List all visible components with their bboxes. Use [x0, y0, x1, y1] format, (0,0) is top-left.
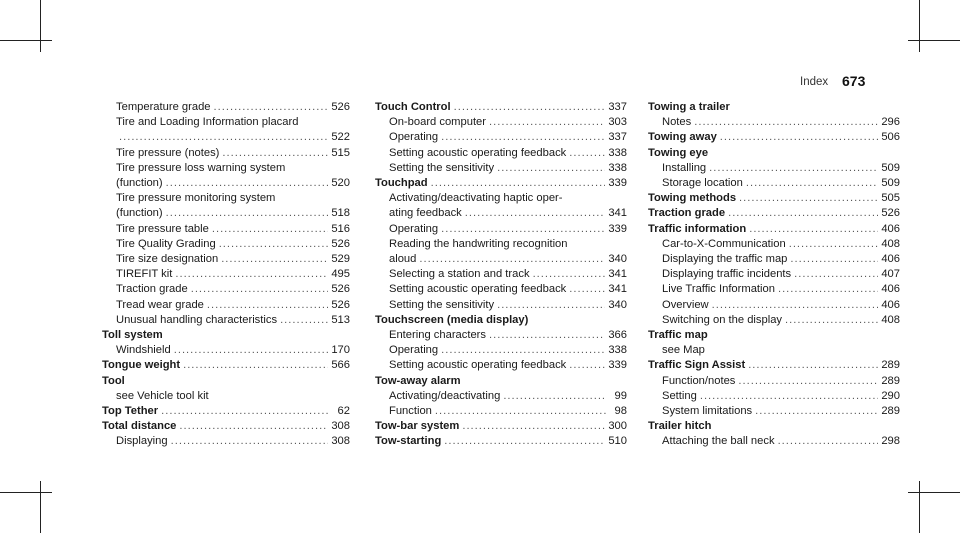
- entry-page-link[interactable]: 99: [614, 389, 627, 402]
- entry-term: Setting the sensitivity: [389, 161, 495, 174]
- leader-dots: [489, 115, 605, 130]
- index-subentry: [648, 389, 900, 404]
- index-subentry: [648, 434, 900, 449]
- index-subentry: [648, 404, 900, 419]
- entry-term: Top Tether: [102, 405, 159, 418]
- crop-mark: [919, 0, 920, 52]
- index-subentry: [102, 237, 350, 252]
- leader-dots: [503, 389, 606, 404]
- index-subentry: see Vehicle tool kit: [116, 389, 209, 402]
- index-subentry: [102, 100, 350, 115]
- index-subentry: [648, 267, 900, 282]
- entry-page-link[interactable]: 303: [608, 116, 627, 129]
- entry-term: Displaying traffic incidents: [662, 268, 792, 281]
- crop-mark: [0, 492, 52, 493]
- index-heading: Towing eye: [648, 146, 709, 159]
- index-subentry: [375, 267, 627, 282]
- leader-dots: [489, 328, 605, 343]
- entry-page-link[interactable]: 98: [614, 405, 627, 418]
- leader-dots: [569, 282, 605, 297]
- entry-term: Setting acoustic operating feedback: [389, 146, 567, 159]
- index-entry: [648, 358, 900, 373]
- entry-page-link[interactable]: 526: [331, 101, 350, 113]
- entry-term: Function: [389, 405, 432, 418]
- index-subentry: Tire pressure monitoring system: [116, 192, 276, 205]
- index-heading: Toll system: [102, 329, 163, 342]
- entry-term: Operating: [389, 222, 439, 235]
- index-heading: Traffic map: [648, 329, 708, 342]
- entry-page-link[interactable]: 340: [608, 298, 627, 311]
- entry-page-link[interactable]: 406: [881, 298, 900, 311]
- entry-page-link[interactable]: 308: [331, 435, 350, 448]
- index-entry: [375, 434, 627, 449]
- entry-page-link[interactable]: 339: [608, 177, 627, 190]
- index-entry: [648, 206, 900, 221]
- leader-dots: [119, 130, 328, 145]
- entry-page-link[interactable]: 513: [331, 313, 350, 326]
- leader-dots: [175, 267, 328, 282]
- index-entry: [375, 419, 627, 434]
- entry-term: Car-to-X-Communication: [662, 237, 786, 250]
- leader-dots: [778, 434, 879, 449]
- entry-term: Tow-bar system: [375, 420, 460, 433]
- index-subentry: Reading the handwriting recognition: [389, 237, 568, 250]
- index-subentry: [375, 206, 627, 221]
- index-entry: [102, 419, 350, 434]
- entry-term: Traction grade: [648, 207, 726, 220]
- leader-dots: [441, 130, 605, 145]
- crop-mark: [908, 40, 960, 41]
- entry-page-link[interactable]: 516: [331, 222, 350, 235]
- index-subentry: [102, 146, 350, 161]
- leader-dots: [219, 237, 329, 252]
- index-entry: [648, 191, 900, 206]
- entry-term: Tread wear grade: [116, 298, 204, 311]
- leader-dots: [569, 146, 605, 161]
- leader-dots: [166, 176, 329, 191]
- entry-page-link[interactable]: 406: [881, 283, 900, 296]
- leader-dots: [221, 252, 328, 267]
- index-subentry: [375, 343, 627, 358]
- leader-dots: [212, 222, 328, 237]
- entry-page-link[interactable]: 340: [608, 253, 627, 266]
- entry-page-link[interactable]: 407: [881, 268, 900, 281]
- index-subentry: [375, 252, 627, 267]
- entry-page-link[interactable]: 341: [608, 268, 627, 281]
- index-subentry: [102, 267, 350, 282]
- entry-page-link[interactable]: 406: [881, 222, 900, 235]
- entry-term: Total distance: [102, 420, 177, 433]
- index-subentry: [375, 298, 627, 313]
- leader-dots: [179, 419, 328, 434]
- leader-dots: [280, 313, 328, 328]
- entry-page-link[interactable]: 290: [881, 389, 900, 402]
- entry-page-link[interactable]: 308: [331, 420, 350, 433]
- entry-term: Operating: [389, 131, 439, 144]
- leader-dots: [497, 298, 605, 313]
- crop-mark: [908, 492, 960, 493]
- index-entry: [648, 130, 900, 145]
- entry-term: Live Traffic Information: [662, 283, 775, 296]
- entry-page-link[interactable]: 289: [881, 405, 900, 418]
- crop-mark: [40, 0, 41, 52]
- leader-dots: [441, 343, 605, 358]
- entry-term: Setting the sensitivity: [389, 298, 495, 311]
- entry-page-link[interactable]: 339: [608, 222, 627, 235]
- entry-term: Setting acoustic operating feedback: [389, 359, 567, 372]
- entry-term: Tire size designation: [116, 253, 219, 266]
- entry-page-link[interactable]: 339: [608, 359, 627, 372]
- index-entry: [375, 100, 627, 115]
- entry-page-link[interactable]: 526: [881, 207, 900, 220]
- index-heading: Touchscreen (media display): [375, 313, 529, 326]
- entry-term: Displaying the traffic map: [662, 253, 788, 266]
- leader-dots: [720, 130, 879, 145]
- leader-dots: [161, 404, 329, 419]
- index-subentry: [648, 252, 900, 267]
- entry-page-link[interactable]: 509: [881, 161, 900, 174]
- page-number: 673: [842, 73, 866, 89]
- entry-page-link[interactable]: 337: [608, 101, 627, 113]
- index-subentry: [375, 115, 627, 130]
- entry-term: Traffic information: [648, 222, 747, 235]
- entry-term: (function): [116, 207, 163, 220]
- entry-page-link[interactable]: 300: [608, 420, 627, 433]
- entry-term: Towing away: [648, 131, 717, 144]
- leader-dots: [755, 404, 878, 419]
- leader-dots: [789, 237, 879, 252]
- leader-dots: [431, 176, 606, 191]
- index-subentry: [102, 298, 350, 313]
- entry-page-link[interactable]: 515: [331, 146, 350, 159]
- leader-dots: [709, 161, 878, 176]
- leader-dots: [746, 176, 878, 191]
- entry-page-link[interactable]: 298: [881, 435, 900, 448]
- entry-page-link[interactable]: 338: [608, 161, 627, 174]
- leader-dots: [728, 206, 878, 221]
- entry-page-link[interactable]: 518: [331, 207, 350, 220]
- entry-page-link[interactable]: 408: [881, 237, 900, 250]
- entry-term: Tow-starting: [375, 435, 442, 448]
- leader-dots: [166, 206, 329, 221]
- index-subentry: [375, 222, 627, 237]
- index-entry: [648, 222, 900, 237]
- entry-page-link[interactable]: 566: [331, 359, 350, 372]
- leader-dots: [694, 115, 878, 130]
- index-subentry: [375, 282, 627, 297]
- entry-term: Tongue weight: [102, 359, 181, 372]
- index-subentry: [648, 176, 900, 191]
- entry-page-link[interactable]: 338: [608, 146, 627, 159]
- index-subentry: [102, 130, 350, 145]
- entry-page-link[interactable]: 526: [331, 298, 350, 311]
- entry-page-link[interactable]: 170: [331, 344, 350, 357]
- entry-term: ating feedback: [389, 207, 462, 220]
- index-heading: Tow-away alarm: [375, 374, 461, 387]
- index-subentry: [102, 222, 350, 237]
- entry-term: Setting acoustic operating feedback: [389, 283, 567, 296]
- index-subentry: [648, 313, 900, 328]
- entry-term: System limitations: [662, 405, 753, 418]
- index-subentry: [102, 176, 350, 191]
- entry-term: Tire pressure (notes): [116, 146, 220, 159]
- index-subentry: [375, 404, 627, 419]
- index-heading: Trailer hitch: [648, 420, 712, 433]
- leader-dots: [712, 298, 879, 313]
- entry-term: Notes: [662, 116, 692, 129]
- entry-page-link[interactable]: 296: [881, 116, 900, 129]
- entry-term: Tire pressure table: [116, 222, 209, 235]
- entry-term: TIREFIT kit: [116, 268, 173, 281]
- leader-dots: [462, 419, 605, 434]
- entry-term: Touchpad: [375, 177, 428, 190]
- index-column-1: [102, 100, 350, 450]
- leader-dots: [497, 161, 605, 176]
- leader-dots: [419, 252, 605, 267]
- index-subentry: Tire and Loading Information placard: [116, 116, 299, 129]
- entry-page-link[interactable]: 338: [608, 344, 627, 357]
- leader-dots: [444, 434, 605, 449]
- entry-term: Overview: [662, 298, 709, 311]
- crop-mark: [0, 40, 52, 41]
- entry-term: Operating: [389, 344, 439, 357]
- entry-term: Displaying: [116, 435, 168, 448]
- header-label: Index: [800, 76, 829, 88]
- entry-page-link[interactable]: 341: [608, 207, 627, 220]
- leader-dots: [790, 252, 878, 267]
- leader-dots: [454, 100, 606, 115]
- index-subentry: see Map: [662, 344, 705, 357]
- entry-term: Setting: [662, 389, 697, 402]
- leader-dots: [749, 222, 878, 237]
- leader-dots: [214, 100, 329, 115]
- index-subentry: [375, 146, 627, 161]
- entry-term: Windshield: [116, 344, 171, 357]
- entry-page-link[interactable]: 526: [331, 283, 350, 296]
- leader-dots: [748, 358, 878, 373]
- index-subentry: [648, 115, 900, 130]
- entry-page-link[interactable]: 529: [331, 253, 350, 266]
- entry-term: Temperature grade: [116, 101, 211, 113]
- entry-term: Function/notes: [662, 374, 736, 387]
- index-subentry: [375, 358, 627, 373]
- entry-term: (function): [116, 177, 163, 190]
- entry-page-link[interactable]: 510: [608, 435, 627, 448]
- index-subentry: [648, 374, 900, 389]
- index-subentry: [102, 206, 350, 221]
- entry-page-link[interactable]: 506: [881, 131, 900, 144]
- entry-term: Activating/deactivating: [389, 389, 501, 402]
- index-heading: Tool: [102, 374, 125, 387]
- entry-term: Traction grade: [116, 283, 188, 296]
- index-entry: [102, 358, 350, 373]
- index-column-3: [648, 100, 900, 450]
- entry-term: Towing methods: [648, 192, 737, 205]
- index-subentry: [375, 389, 627, 404]
- entry-page-link[interactable]: 62: [337, 405, 350, 418]
- index-subentry: [102, 313, 350, 328]
- entry-page-link[interactable]: 406: [881, 253, 900, 266]
- index-subentry: [375, 328, 627, 343]
- leader-dots: [441, 222, 605, 237]
- entry-page-link[interactable]: 505: [881, 192, 900, 205]
- entry-term: On-board computer: [389, 116, 487, 129]
- crop-mark: [40, 481, 41, 533]
- entry-page-link[interactable]: 526: [331, 237, 350, 250]
- index-subentry: [375, 161, 627, 176]
- leader-dots: [785, 313, 878, 328]
- leader-dots: [739, 191, 878, 206]
- index-subentry: Tire pressure loss warning system: [116, 161, 286, 174]
- index-subentry: [648, 161, 900, 176]
- index-subentry: [648, 237, 900, 252]
- entry-term: Attaching the ball neck: [662, 435, 775, 448]
- entry-term: Traffic Sign Assist: [648, 359, 746, 372]
- entry-term: Unusual handling characteristics: [116, 313, 278, 326]
- leader-dots: [533, 267, 606, 282]
- leader-dots: [794, 267, 878, 282]
- leader-dots: [174, 343, 329, 358]
- leader-dots: [778, 282, 878, 297]
- crop-mark: [919, 481, 920, 533]
- index-subentry: [102, 282, 350, 297]
- entry-page-link[interactable]: 337: [608, 131, 627, 144]
- leader-dots: [191, 282, 329, 297]
- index-subentry: [102, 434, 350, 449]
- entry-page-link[interactable]: 495: [331, 268, 350, 281]
- entry-term: Selecting a station and track: [389, 268, 530, 281]
- index-subentry: [648, 298, 900, 313]
- entry-term: Entering characters: [389, 329, 487, 342]
- entry-page-link[interactable]: 289: [881, 374, 900, 387]
- entry-page-link[interactable]: 341: [608, 283, 627, 296]
- index-subentry: [102, 252, 350, 267]
- entry-term: Installing: [662, 161, 707, 174]
- leader-dots: [207, 298, 328, 313]
- entry-term: Switching on the display: [662, 313, 783, 326]
- leader-dots: [222, 146, 328, 161]
- index-entry: [375, 176, 627, 191]
- entry-page-link[interactable]: 289: [881, 359, 900, 372]
- entry-term: Storage location: [662, 177, 743, 190]
- leader-dots: [738, 374, 878, 389]
- leader-dots: [700, 389, 878, 404]
- entry-term: Touch Control: [375, 101, 451, 113]
- entry-term: aloud: [389, 253, 417, 266]
- leader-dots: [569, 358, 605, 373]
- index-subentry: [375, 130, 627, 145]
- index-subentry: Activating/deactivating haptic oper-: [389, 192, 563, 205]
- index-entry: [102, 404, 350, 419]
- entry-page-link[interactable]: 366: [608, 329, 627, 342]
- index-subentry: [648, 282, 900, 297]
- leader-dots: [465, 206, 606, 221]
- index-heading: Towing a trailer: [648, 101, 730, 113]
- index-column-2: [375, 100, 627, 450]
- entry-page-link[interactable]: 520: [331, 177, 350, 190]
- entry-page-link[interactable]: 408: [881, 313, 900, 326]
- leader-dots: [183, 358, 328, 373]
- leader-dots: [435, 404, 606, 419]
- entry-page-link[interactable]: 522: [331, 131, 350, 144]
- entry-page-link[interactable]: 509: [881, 177, 900, 190]
- leader-dots: [171, 434, 329, 449]
- index-subentry: [102, 343, 350, 358]
- entry-term: Tire Quality Grading: [116, 237, 216, 250]
